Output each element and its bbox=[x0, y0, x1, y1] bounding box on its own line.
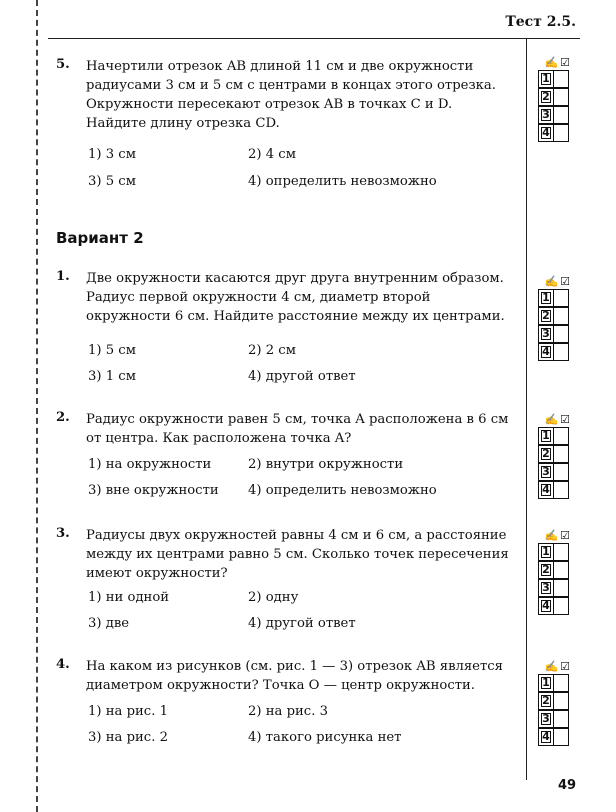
answer-number: 1 bbox=[538, 674, 554, 692]
question-3 bbox=[56, 526, 518, 586]
option-4[interactable]: 4) другой ответ bbox=[248, 369, 356, 384]
binding-dashed-line bbox=[36, 0, 38, 812]
option-4[interactable]: 4) определить невозможно bbox=[248, 483, 437, 498]
option-1[interactable]: 1) на рис. 1 bbox=[88, 704, 168, 719]
question-number: 2. bbox=[56, 410, 70, 425]
answer-checkbox[interactable] bbox=[554, 463, 569, 481]
option-3[interactable]: 3) на рис. 2 bbox=[88, 730, 168, 745]
answer-number: 3 bbox=[538, 710, 554, 728]
option-1[interactable]: 1) 5 см bbox=[88, 343, 136, 358]
question-number: 5. bbox=[56, 57, 70, 72]
page-number: 49 bbox=[558, 778, 577, 793]
option-1[interactable]: 1) на окружности bbox=[88, 457, 212, 472]
answer-checkbox[interactable] bbox=[554, 289, 569, 307]
answer-number: 2 bbox=[538, 307, 554, 325]
option-4[interactable]: 4) такого рисунка нет bbox=[248, 730, 402, 745]
option-4[interactable]: 4) другой ответ bbox=[248, 616, 356, 631]
answer-checkbox[interactable] bbox=[554, 70, 569, 88]
pen-check-icon: ✍☑ bbox=[544, 529, 572, 542]
question-4 bbox=[56, 657, 518, 697]
option-3[interactable]: 3) 5 см bbox=[88, 174, 136, 189]
option-1[interactable]: 1) ни одной bbox=[88, 590, 170, 605]
answer-number: 2 bbox=[538, 561, 554, 579]
answer-number: 2 bbox=[538, 692, 554, 710]
page-header bbox=[48, 0, 580, 39]
option-1[interactable]: 1) 3 см bbox=[88, 147, 136, 162]
question-text: Две окружности касаются друг друга внутренним образом. Радиус первой окружности 4 см, диаметр второй окружности 6 см. Найдите расстояние между их центрами. bbox=[86, 271, 505, 324]
answer-column-divider bbox=[526, 38, 527, 780]
answer-checkbox[interactable] bbox=[554, 106, 569, 124]
question-text: Радиус окружности равен 5 см, точка A расположена в 6 см от центра. Как расположена точка A? bbox=[86, 412, 509, 446]
answer-number: 3 bbox=[538, 106, 554, 124]
answer-checkbox[interactable] bbox=[554, 343, 569, 361]
answer-number: 1 bbox=[538, 289, 554, 307]
option-2[interactable]: 2) 2 см bbox=[248, 343, 296, 358]
answer-checkbox[interactable] bbox=[554, 325, 569, 343]
question-5 bbox=[56, 57, 518, 137]
answer-checkbox[interactable] bbox=[554, 307, 569, 325]
answer-number: 2 bbox=[538, 88, 554, 106]
answer-checkbox[interactable] bbox=[554, 543, 569, 561]
answer-number: 2 bbox=[538, 445, 554, 463]
answer-number: 1 bbox=[538, 427, 554, 445]
test-title: Тест 2.5. bbox=[505, 14, 576, 30]
answer-number: 4 bbox=[538, 728, 554, 746]
option-2[interactable]: 2) на рис. 3 bbox=[248, 704, 328, 719]
answer-box-q4 bbox=[538, 660, 572, 746]
answer-number: 3 bbox=[538, 579, 554, 597]
answer-checkbox[interactable] bbox=[554, 674, 569, 692]
answer-checkbox[interactable] bbox=[554, 692, 569, 710]
answer-box-q3 bbox=[538, 529, 572, 615]
answer-checkbox[interactable] bbox=[554, 561, 569, 579]
question-2 bbox=[56, 410, 518, 450]
variant-title: Вариант 2 bbox=[56, 229, 144, 247]
option-2[interactable]: 2) внутри окружности bbox=[248, 457, 404, 472]
pen-check-icon: ✍☑ bbox=[544, 413, 572, 426]
option-3[interactable]: 3) 1 см bbox=[88, 369, 136, 384]
option-4[interactable]: 4) определить невозможно bbox=[248, 174, 437, 189]
option-3[interactable]: 3) вне окружности bbox=[88, 483, 219, 498]
answer-box-q5 bbox=[538, 56, 572, 142]
answer-number: 1 bbox=[538, 543, 554, 561]
answer-number: 3 bbox=[538, 463, 554, 481]
answer-checkbox[interactable] bbox=[554, 728, 569, 746]
answer-box-q2 bbox=[538, 413, 572, 499]
answer-checkbox[interactable] bbox=[554, 481, 569, 499]
answer-checkbox[interactable] bbox=[554, 445, 569, 463]
pen-check-icon: ✍☑ bbox=[544, 660, 572, 673]
answer-checkbox[interactable] bbox=[554, 710, 569, 728]
answer-number: 1 bbox=[538, 70, 554, 88]
question-number: 3. bbox=[56, 526, 70, 541]
pen-check-icon: ✍☑ bbox=[544, 275, 572, 288]
question-text: Начертили отрезок AB длиной 11 см и две окружности радиусами 3 см и 5 см с центрами в концах этого отрезка. Окружности пересекают отрезок AB в точках C и D. Найдите длину отрезка CD. bbox=[86, 59, 496, 131]
answer-number: 4 bbox=[538, 481, 554, 499]
answer-checkbox[interactable] bbox=[554, 427, 569, 445]
question-1 bbox=[56, 269, 518, 329]
answer-box-q1 bbox=[538, 275, 572, 361]
question-number: 1. bbox=[56, 269, 70, 284]
pen-check-icon: ✍☑ bbox=[544, 56, 572, 69]
option-2[interactable]: 2) 4 см bbox=[248, 147, 296, 162]
answer-number: 4 bbox=[538, 124, 554, 142]
answer-number: 4 bbox=[538, 343, 554, 361]
answer-checkbox[interactable] bbox=[554, 579, 569, 597]
option-2[interactable]: 2) одну bbox=[248, 590, 299, 605]
answer-number: 3 bbox=[538, 325, 554, 343]
answer-checkbox[interactable] bbox=[554, 124, 569, 142]
option-3[interactable]: 3) две bbox=[88, 616, 130, 631]
answer-checkbox[interactable] bbox=[554, 88, 569, 106]
question-text: На каком из рисунков (см. рис. 1 — 3) отрезок AB является диаметром окружности? Точка O — центр окружности. bbox=[86, 659, 503, 693]
answer-number: 4 bbox=[538, 597, 554, 615]
answer-checkbox[interactable] bbox=[554, 597, 569, 615]
question-text: Радиусы двух окружностей равны 4 см и 6 см, а расстояние между их центрами равно 5 см. Сколько точек пересечения имеют окружности? bbox=[86, 528, 509, 581]
question-number: 4. bbox=[56, 657, 70, 672]
